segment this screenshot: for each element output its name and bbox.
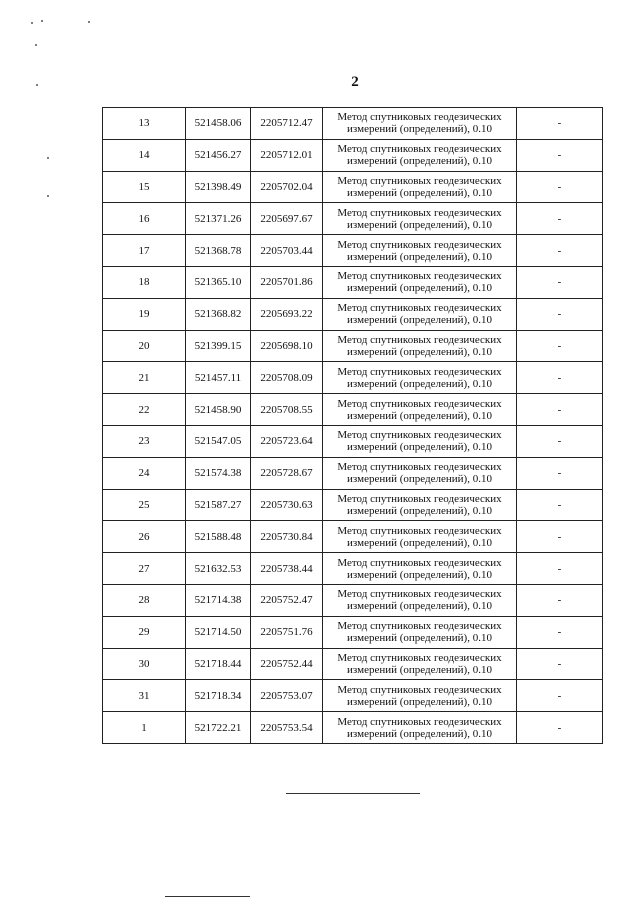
table-row <box>103 394 603 426</box>
table-row <box>103 362 603 394</box>
method-cell <box>323 298 517 330</box>
method-text-line1: Метод спутниковых геодезических <box>337 333 502 346</box>
method-text-line2: измерений (определений), 0.10 <box>347 568 492 581</box>
method-text-line1: Метод спутниковых геодезических <box>337 620 502 633</box>
method-text-line2: измерений (определений), 0.10 <box>347 663 492 676</box>
table-row <box>103 584 603 616</box>
point-number: 30 <box>103 648 186 680</box>
point-number: 16 <box>103 203 186 235</box>
method-cell <box>323 171 517 203</box>
method-text-line1: Метод спутниковых геодезических <box>337 683 502 696</box>
note-cell: - <box>517 298 603 330</box>
point-number: 13 <box>103 108 186 140</box>
method-cell <box>323 489 517 521</box>
coordinate-y: 2205703.44 <box>251 235 323 267</box>
method-text-line2: измерений (определений), 0.10 <box>347 314 492 327</box>
table-row <box>103 712 603 744</box>
method-text-line2: измерений (определений), 0.10 <box>347 218 492 231</box>
method-text-line2: измерений (определений), 0.10 <box>347 123 492 136</box>
coordinate-y: 2205730.84 <box>251 521 323 553</box>
point-number: 28 <box>103 584 186 616</box>
method-text-line1: Метод спутниковых геодезических <box>337 270 502 283</box>
note-cell: - <box>517 362 603 394</box>
table-row <box>103 203 603 235</box>
note-cell: - <box>517 521 603 553</box>
scan-speck <box>31 22 33 24</box>
coordinate-y: 2205752.47 <box>251 584 323 616</box>
point-number: 29 <box>103 616 186 648</box>
method-cell <box>323 203 517 235</box>
method-text-line2: измерений (определений), 0.10 <box>347 600 492 613</box>
coordinate-y: 2205712.47 <box>251 108 323 140</box>
coordinate-x: 521587.27 <box>186 489 251 521</box>
coordinate-y: 2205701.86 <box>251 266 323 298</box>
coordinate-x: 521588.48 <box>186 521 251 553</box>
method-cell <box>323 680 517 712</box>
note-cell: - <box>517 235 603 267</box>
scan-speck <box>88 21 90 23</box>
method-cell <box>323 712 517 744</box>
coordinate-y: 2205738.44 <box>251 553 323 585</box>
point-number: 27 <box>103 553 186 585</box>
method-text-line2: измерений (определений), 0.10 <box>347 377 492 390</box>
method-text-line1: Метод спутниковых геодезических <box>337 524 502 537</box>
coordinate-y: 2205752.44 <box>251 648 323 680</box>
point-number: 15 <box>103 171 186 203</box>
note-cell: - <box>517 489 603 521</box>
scan-speck <box>41 20 43 22</box>
method-text-line2: измерений (определений), 0.10 <box>347 727 492 740</box>
point-number: 25 <box>103 489 186 521</box>
method-text-line1: Метод спутниковых геодезических <box>337 588 502 601</box>
table-row <box>103 648 603 680</box>
method-text-line2: измерений (определений), 0.10 <box>347 155 492 168</box>
method-text-line1: Метод спутниковых геодезических <box>337 651 502 664</box>
table-row <box>103 139 603 171</box>
point-number: 17 <box>103 235 186 267</box>
coordinate-x: 521714.50 <box>186 616 251 648</box>
point-number: 18 <box>103 266 186 298</box>
method-text-line1: Метод спутниковых геодезических <box>337 238 502 251</box>
coordinate-y: 2205708.09 <box>251 362 323 394</box>
method-text-line2: измерений (определений), 0.10 <box>347 345 492 358</box>
table-row <box>103 616 603 648</box>
coordinate-x: 521547.05 <box>186 425 251 457</box>
scan-speck <box>47 157 49 159</box>
coordinate-y: 2205708.55 <box>251 394 323 426</box>
method-text-line2: измерений (определений), 0.10 <box>347 695 492 708</box>
table-row <box>103 489 603 521</box>
method-cell <box>323 235 517 267</box>
coordinate-x: 521718.34 <box>186 680 251 712</box>
page-number: 2 <box>351 74 359 90</box>
point-number: 31 <box>103 680 186 712</box>
method-text-line2: измерений (определений), 0.10 <box>347 632 492 645</box>
method-text-line1: Метод спутниковых геодезических <box>337 429 502 442</box>
coordinate-x: 521458.90 <box>186 394 251 426</box>
note-cell: - <box>517 425 603 457</box>
method-cell <box>323 362 517 394</box>
table-row <box>103 235 603 267</box>
method-text-line1: Метод спутниковых геодезических <box>337 461 502 474</box>
coordinate-y: 2205712.01 <box>251 139 323 171</box>
method-cell <box>323 108 517 140</box>
point-number: 19 <box>103 298 186 330</box>
scan-speck <box>35 44 37 46</box>
coordinate-y: 2205702.04 <box>251 171 323 203</box>
note-cell: - <box>517 457 603 489</box>
coordinate-x: 521398.49 <box>186 171 251 203</box>
method-text-line1: Метод спутниковых геодезических <box>337 556 502 569</box>
method-text-line2: измерений (определений), 0.10 <box>347 409 492 422</box>
method-text-line2: измерений (определений), 0.10 <box>347 186 492 199</box>
coordinate-x: 521368.82 <box>186 298 251 330</box>
point-number: 23 <box>103 425 186 457</box>
method-cell <box>323 266 517 298</box>
method-cell <box>323 616 517 648</box>
note-cell: - <box>517 712 603 744</box>
method-text-line2: измерений (определений), 0.10 <box>347 250 492 263</box>
point-number: 24 <box>103 457 186 489</box>
coordinate-y: 2205751.76 <box>251 616 323 648</box>
method-text-line2: измерений (определений), 0.10 <box>347 282 492 295</box>
method-cell <box>323 139 517 171</box>
point-number: 21 <box>103 362 186 394</box>
method-text-line1: Метод спутниковых геодезических <box>337 365 502 378</box>
table-row <box>103 108 603 140</box>
coordinate-x: 521456.27 <box>186 139 251 171</box>
note-cell: - <box>517 584 603 616</box>
table-row <box>103 680 603 712</box>
method-text-line1: Метод спутниковых геодезических <box>337 111 502 124</box>
coordinate-y: 2205753.54 <box>251 712 323 744</box>
method-cell <box>323 330 517 362</box>
coordinate-x: 521574.38 <box>186 457 251 489</box>
coordinate-y: 2205698.10 <box>251 330 323 362</box>
method-text-line1: Метод спутниковых геодезических <box>337 715 502 728</box>
signature-line <box>286 793 420 794</box>
note-cell: - <box>517 330 603 362</box>
note-cell: - <box>517 171 603 203</box>
method-text-line1: Метод спутниковых геодезических <box>337 302 502 315</box>
method-text-line1: Метод спутниковых геодезических <box>337 174 502 187</box>
method-cell <box>323 394 517 426</box>
method-cell <box>323 553 517 585</box>
method-cell <box>323 648 517 680</box>
note-cell: - <box>517 394 603 426</box>
coordinate-y: 2205697.67 <box>251 203 323 235</box>
coordinate-y: 2205728.67 <box>251 457 323 489</box>
method-text-line2: измерений (определений), 0.10 <box>347 536 492 549</box>
method-cell <box>323 457 517 489</box>
coordinate-x: 521718.44 <box>186 648 251 680</box>
table-row <box>103 553 603 585</box>
coordinate-x: 521632.53 <box>186 553 251 585</box>
method-text-line1: Метод спутниковых геодезических <box>337 206 502 219</box>
table-row <box>103 266 603 298</box>
coordinate-x: 521722.21 <box>186 712 251 744</box>
coordinate-x: 521714.38 <box>186 584 251 616</box>
method-text-line1: Метод спутниковых геодезических <box>337 143 502 156</box>
point-number: 14 <box>103 139 186 171</box>
table-row <box>103 457 603 489</box>
note-cell: - <box>517 553 603 585</box>
method-text-line2: измерений (определений), 0.10 <box>347 473 492 486</box>
point-number: 20 <box>103 330 186 362</box>
note-cell: - <box>517 139 603 171</box>
table-row <box>103 521 603 553</box>
note-cell: - <box>517 203 603 235</box>
coordinate-x: 521368.78 <box>186 235 251 267</box>
coordinates-table-body <box>103 108 603 744</box>
method-text-line1: Метод спутниковых геодезических <box>337 492 502 505</box>
note-cell: - <box>517 680 603 712</box>
coordinate-x: 521365.10 <box>186 266 251 298</box>
note-cell: - <box>517 616 603 648</box>
coordinate-y: 2205730.63 <box>251 489 323 521</box>
method-cell <box>323 425 517 457</box>
table-row <box>103 425 603 457</box>
method-cell <box>323 521 517 553</box>
coordinate-x: 521399.15 <box>186 330 251 362</box>
footer-line <box>165 896 250 897</box>
coordinate-x: 521371.26 <box>186 203 251 235</box>
coordinate-y: 2205753.07 <box>251 680 323 712</box>
point-number: 1 <box>103 712 186 744</box>
table-row <box>103 298 603 330</box>
scan-speck <box>47 195 49 197</box>
coordinate-y: 2205693.22 <box>251 298 323 330</box>
method-text-line1: Метод спутниковых геодезических <box>337 397 502 410</box>
table-row <box>103 171 603 203</box>
coordinates-table <box>102 107 603 744</box>
coordinate-y: 2205723.64 <box>251 425 323 457</box>
scan-speck <box>36 84 38 86</box>
coordinate-x: 521458.06 <box>186 108 251 140</box>
point-number: 26 <box>103 521 186 553</box>
coordinate-x: 521457.11 <box>186 362 251 394</box>
note-cell: - <box>517 648 603 680</box>
method-text-line2: измерений (определений), 0.10 <box>347 504 492 517</box>
method-cell <box>323 584 517 616</box>
method-text-line2: измерений (определений), 0.10 <box>347 441 492 454</box>
point-number: 22 <box>103 394 186 426</box>
note-cell: - <box>517 266 603 298</box>
table-row <box>103 330 603 362</box>
note-cell: - <box>517 108 603 140</box>
